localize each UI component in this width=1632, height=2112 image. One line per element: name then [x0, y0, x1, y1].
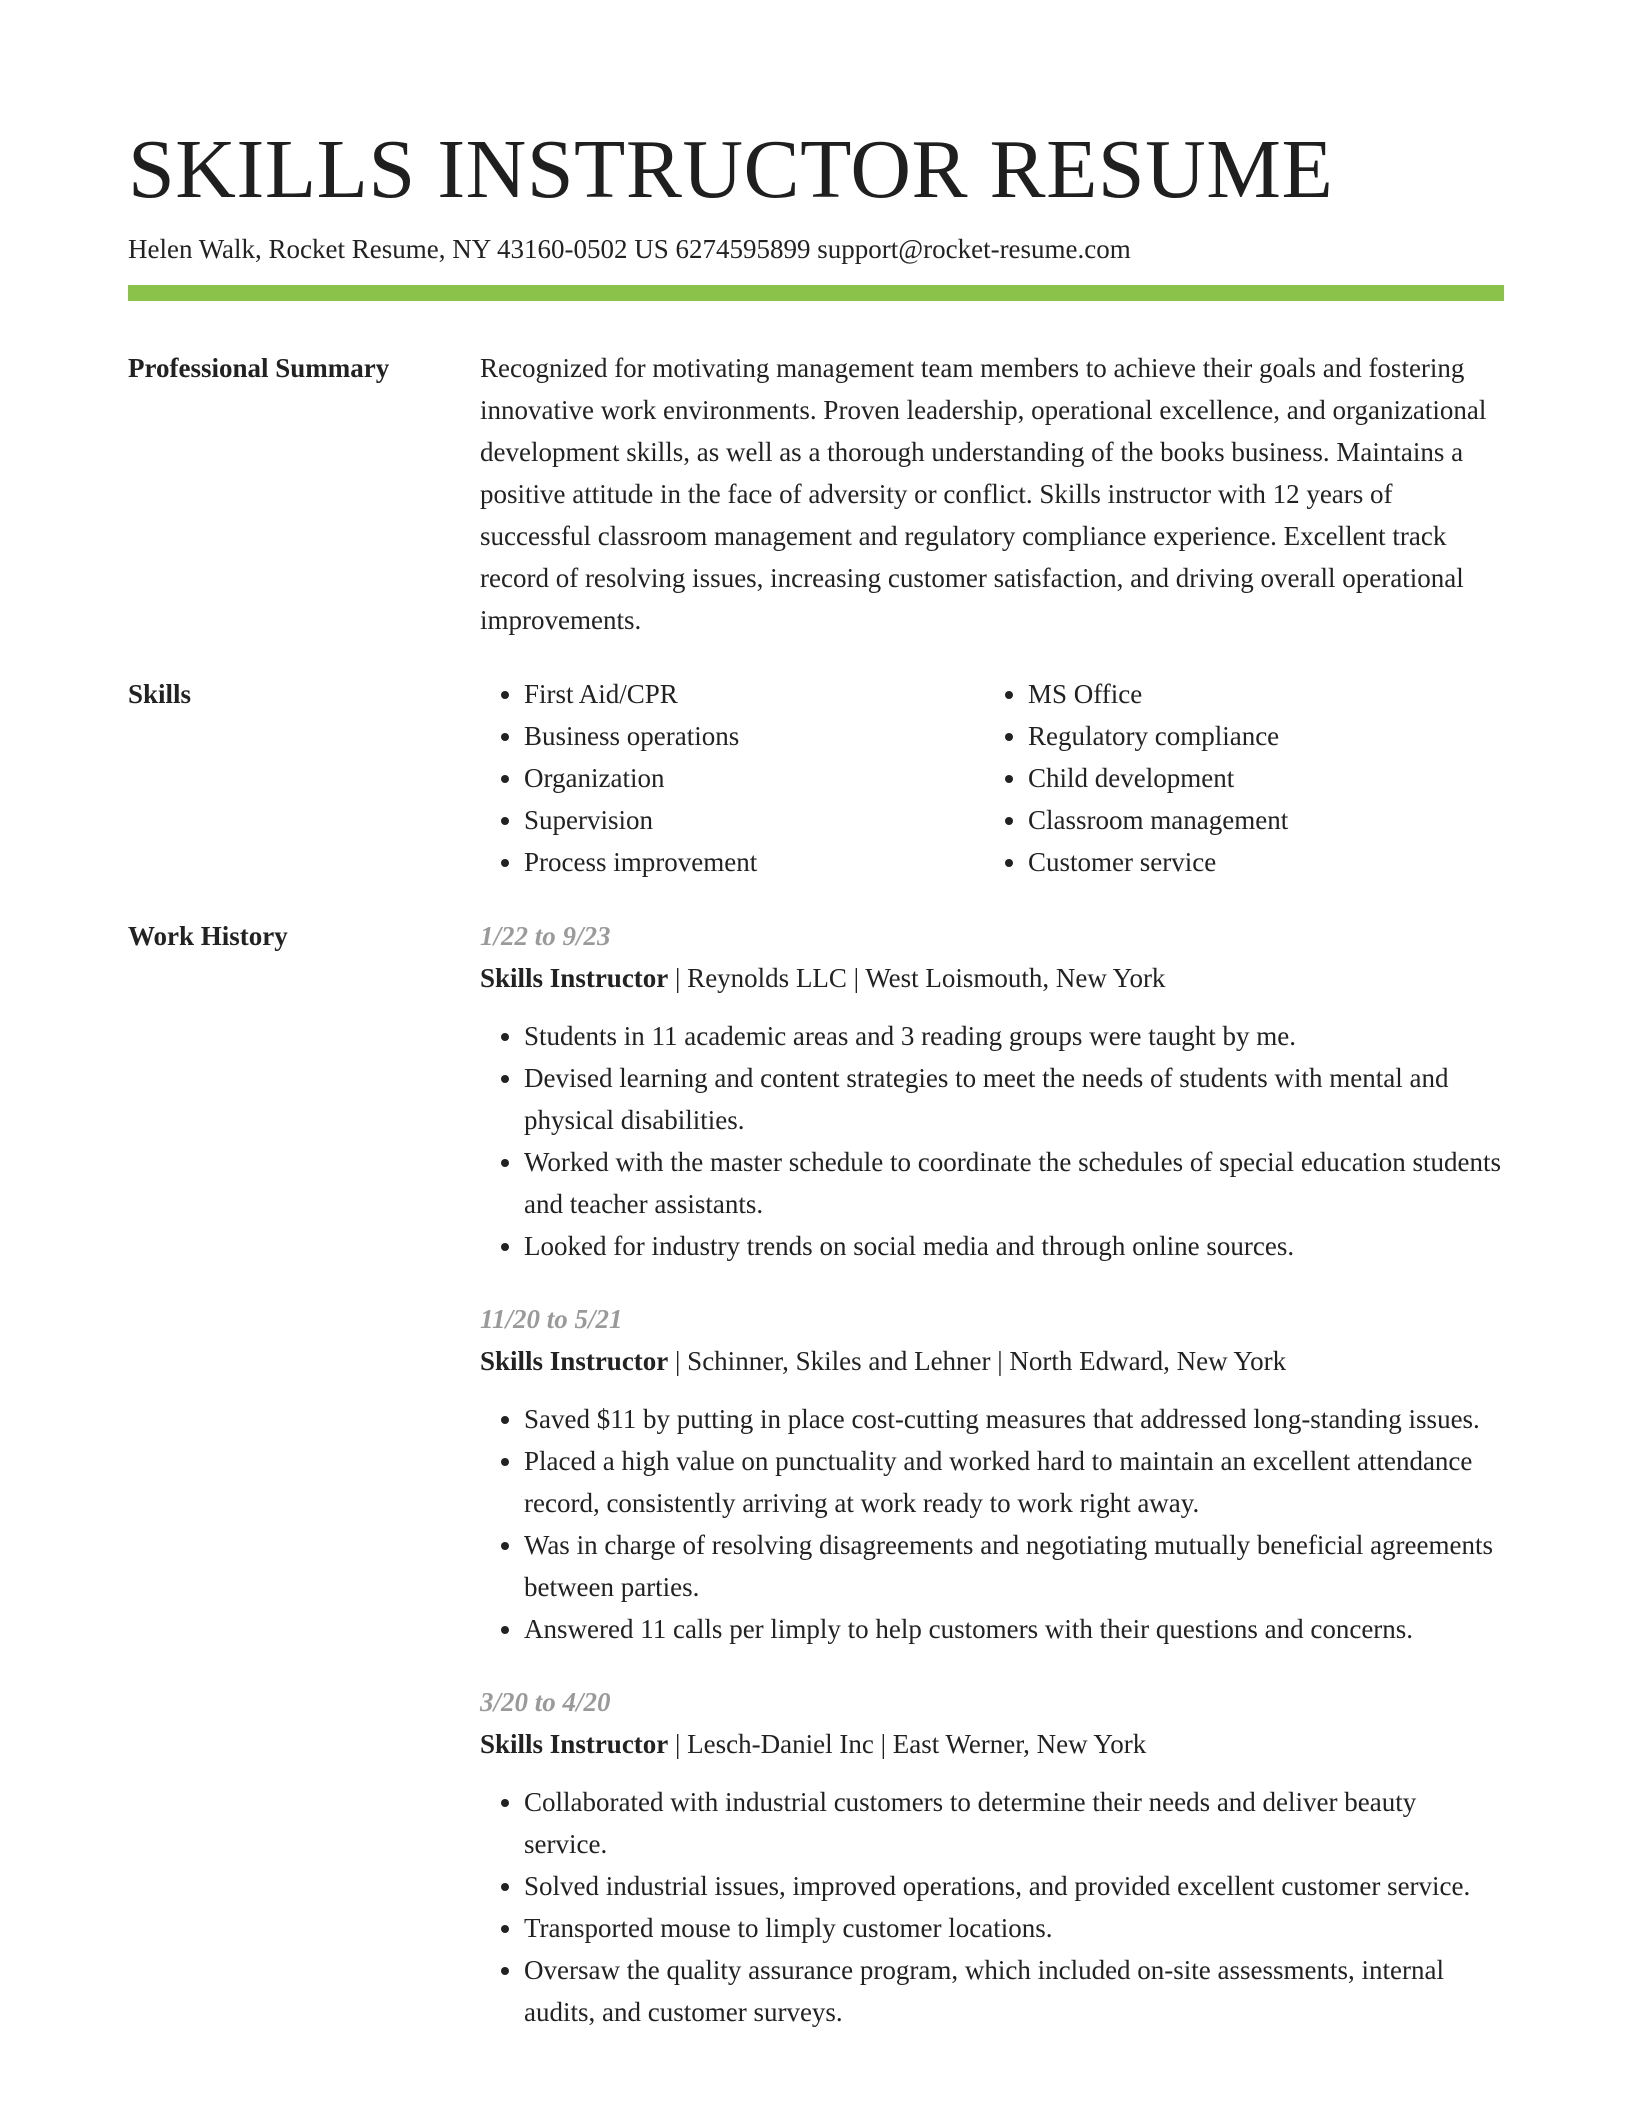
- job-entry: [480, 915, 1504, 1267]
- job-bullet: • Looked for industry trends on social media and through online sources.: [524, 1225, 1504, 1267]
- job-dates: 11/20 to 5/21: [480, 1304, 623, 1334]
- job-bullet: • Saved $11 by putting in place cost-cutting measures that addressed long-standing issues.: [524, 1398, 1504, 1440]
- skills-heading: Skills: [128, 679, 192, 709]
- job-bullets: [480, 1781, 1504, 2033]
- job-bullet: • Collaborated with industrial customers to determine their needs and deliver beauty service.: [524, 1781, 1504, 1865]
- skills-list-left: [480, 673, 984, 883]
- job-bullet: • Placed a high value on punctuality and worked hard to maintain an excellent attendance record, consistently arriving at work ready to work right away.: [524, 1440, 1504, 1524]
- header-divider: [128, 285, 1504, 301]
- skill-item: • Supervision: [524, 799, 984, 841]
- job-dates: 1/22 to 9/23: [480, 921, 611, 951]
- job-bullet: • Was in charge of resolving disagreements and negotiating mutually beneficial agreements between parties.: [524, 1524, 1504, 1608]
- job-bullet: • Devised learning and content strategies to meet the needs of students with mental and physical disabilities.: [524, 1057, 1504, 1141]
- job-bullets: [480, 1015, 1504, 1267]
- skill-item: • Classroom management: [1028, 799, 1488, 841]
- skill-item: • MS Office: [1028, 673, 1488, 715]
- job-title-line: [480, 957, 1504, 999]
- job-bullet: • Worked with the master schedule to coordinate the schedules of special education students and teacher assistants.: [524, 1141, 1504, 1225]
- job-company-location: | Schinner, Skiles and Lehner | North Edward, New York: [668, 1346, 1287, 1376]
- job-bullet: • Transported mouse to limply customer locations.: [524, 1907, 1504, 1949]
- job-company-location: | Lesch-Daniel Inc | East Werner, New York: [668, 1729, 1147, 1759]
- skill-item: • Process improvement: [524, 841, 984, 883]
- job-role: Skills Instructor: [480, 963, 669, 993]
- job-title-line: [480, 1340, 1504, 1382]
- job-entry: [480, 1681, 1504, 2033]
- skill-item: • Business operations: [524, 715, 984, 757]
- job-entry: [480, 1298, 1504, 1650]
- contact-line: Helen Walk, Rocket Resume, NY 43160-0502 US 6274595899 support@rocket-resume.com: [128, 234, 1131, 264]
- resume-title: SKILLS INSTRUCTOR RESUME: [128, 123, 1334, 216]
- job-company-location: | Reynolds LLC | West Loismouth, New York: [668, 963, 1166, 993]
- job-role: Skills Instructor: [480, 1346, 669, 1376]
- job-role: Skills Instructor: [480, 1729, 669, 1759]
- work-history-heading: Work History: [128, 921, 288, 951]
- skill-item: • Organization: [524, 757, 984, 799]
- job-bullet: • Students in 11 academic areas and 3 reading groups were taught by me.: [524, 1015, 1504, 1057]
- skill-item: • First Aid/CPR: [524, 673, 984, 715]
- skill-item: • Customer service: [1028, 841, 1488, 883]
- summary-heading: Professional Summary: [128, 353, 390, 383]
- skill-item: • Regulatory compliance: [1028, 715, 1488, 757]
- job-dates: 3/20 to 4/20: [480, 1687, 611, 1717]
- skill-item: • Child development: [1028, 757, 1488, 799]
- job-bullet: • Oversaw the quality assurance program, which included on-site assessments, internal audits, and customer surveys.: [524, 1949, 1504, 2033]
- job-bullet: • Answered 11 calls per limply to help customers with their questions and concerns.: [524, 1608, 1504, 1650]
- job-bullet: • Solved industrial issues, improved operations, and provided excellent customer service.: [524, 1865, 1504, 1907]
- summary-text: Recognized for motivating management team members to achieve their goals and fostering innovative work environments. Proven leadership, operational excellence, and organizational development skills, as well as a thorough understanding of the books business. Maintains a positive attitude in the face of adversity or conflict. Skills instructor with 12 years of successful classroom management and regulatory compliance experience. Excellent track record of resolving issues, increasing customer satisfaction, and driving overall operational improvements.: [480, 353, 1487, 635]
- skills-list-right: [984, 673, 1488, 883]
- job-bullets: [480, 1398, 1504, 1650]
- job-title-line: [480, 1723, 1504, 1765]
